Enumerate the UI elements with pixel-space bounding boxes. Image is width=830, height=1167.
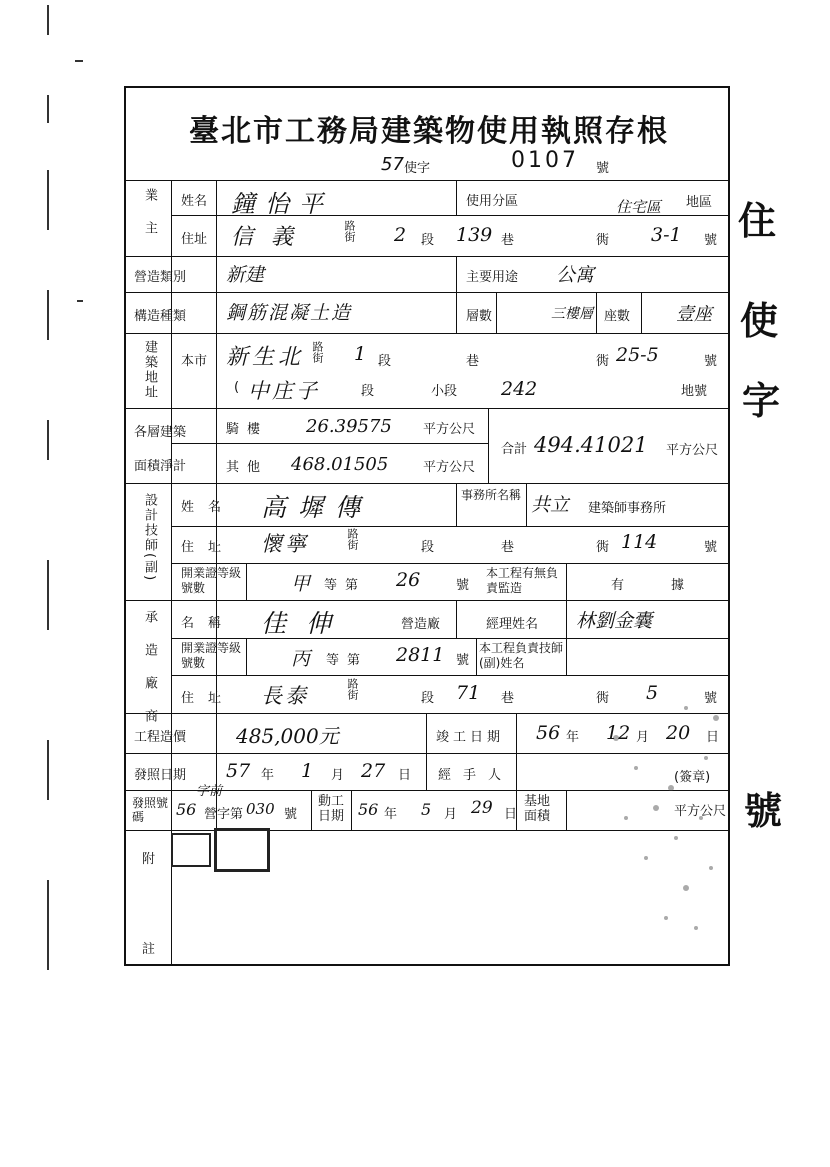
issue-month: 1: [301, 760, 314, 782]
completion-label: 竣工日期: [436, 730, 505, 745]
site-no-label: 號: [704, 354, 718, 369]
contractor-section-label: 承造廠商: [142, 610, 157, 742]
base-area-label: 基地面積: [524, 794, 551, 824]
contractor-addr-no: 5: [646, 682, 659, 704]
issue-m: 月: [331, 768, 345, 783]
margin-mark: [47, 290, 49, 340]
owner-addr-section: 2: [394, 224, 407, 246]
margin-mark: [47, 170, 49, 230]
architect-addr-road-label: 路街: [346, 528, 359, 550]
manager-label: 經理姓名: [486, 617, 539, 632]
contractor-addr-alley-label: 衖: [596, 691, 610, 706]
site-road: 新生北: [226, 345, 305, 370]
arcade-label: 騎樓: [226, 422, 269, 437]
site-alley-label: 衖: [596, 354, 610, 369]
site-land-section-label: 段: [361, 384, 375, 399]
architect-office-label: 事務所名稱: [461, 488, 522, 502]
architect-name-label: 姓名: [181, 500, 236, 515]
remarks-top: 附: [142, 852, 156, 867]
contractor-name-suffix: 營造廠: [401, 617, 441, 632]
sign-label: (簽章): [674, 770, 711, 785]
owner-addr-no: 3-1: [651, 224, 682, 246]
margin-mark: [47, 880, 49, 970]
start-d: 日: [504, 807, 518, 822]
form-title: 臺北市工務局建築物使用執照存根: [189, 114, 669, 149]
buildings-label: 座數: [604, 309, 631, 324]
contractor-license-label: 開業證等級號數: [181, 641, 242, 670]
site-label: 建築地址: [142, 340, 157, 400]
site-land-section: 中庄子: [248, 379, 320, 403]
base-area-unit: 平方公尺: [674, 804, 727, 819]
permit-ref-prefix: 營字第: [204, 807, 244, 822]
margin-char: 號: [744, 788, 783, 833]
owner-addr-lane: 139: [456, 224, 493, 246]
completion-day: 20: [666, 722, 691, 744]
issue-d: 日: [398, 768, 412, 783]
margin-char: 字: [742, 378, 781, 423]
site-land-no: 242: [501, 378, 538, 400]
site-land-open: (: [234, 380, 240, 395]
margin-mark: [47, 560, 49, 630]
owner-name-label: 姓名: [181, 194, 208, 209]
architect-license-text: 等第: [324, 578, 367, 593]
floors-value: 三樓層: [551, 306, 593, 322]
contractor-license-text: 等第: [326, 653, 369, 668]
permit-ref-no: 030: [246, 800, 275, 818]
architect-license-grade: 甲: [291, 573, 311, 595]
start-month: 5: [421, 800, 432, 819]
margin-mark: [75, 60, 83, 62]
owner-addr-section-label: 段: [421, 233, 435, 248]
permit-ref-suffix: 號: [284, 807, 298, 822]
cost-label: 工程造價: [134, 730, 187, 745]
architect-office-suffix: 建築師事務所: [588, 501, 667, 516]
site-city: 本市: [181, 354, 208, 369]
cost-value: 485,000元: [236, 724, 339, 748]
site-land-no-label: 地號: [681, 384, 708, 399]
owner-section-label: 業主: [142, 188, 157, 254]
start-day: 29: [471, 798, 493, 818]
area-label-bottom: 面積淨計: [134, 459, 187, 474]
architect-addr-no-label: 號: [704, 540, 718, 555]
contractor-addr-lane-label: 巷: [501, 691, 515, 706]
owner-addr-alley-label: 衖: [596, 233, 610, 248]
owner-addr-road: 信義: [231, 225, 312, 250]
issue-label: 發照日期: [134, 768, 187, 783]
manager-value: 林劉金囊: [576, 610, 653, 632]
architect-addr-road: 懷寧: [261, 532, 309, 556]
contractor-license-grade: 丙: [291, 648, 311, 670]
owner-addr-road-label: 路街: [343, 220, 356, 242]
margin-mark: [77, 300, 83, 302]
contractor-license-suffix: 號: [456, 653, 470, 668]
zone-suffix: 地區: [686, 195, 713, 210]
architect-name-value: 高墀傳: [261, 493, 373, 522]
site-section-label: 段: [378, 354, 392, 369]
contractor-addr-road: 長泰: [261, 684, 309, 708]
completion-m: 月: [636, 730, 650, 745]
architect-address-label: 住址: [181, 540, 236, 555]
stamp: [171, 833, 211, 867]
owner-address-label: 住址: [181, 232, 208, 247]
architect-addr-alley-label: 衖: [596, 540, 610, 555]
total-label: 合計: [501, 442, 528, 457]
permit-prefix: 使字: [404, 161, 431, 176]
other-label: 其他: [226, 460, 269, 475]
supervise-label: 本工程有無負責監造: [486, 566, 559, 595]
area-label-top: 各層建築: [134, 425, 187, 440]
floors-label: 層數: [466, 309, 493, 324]
total-value: 494.41021: [534, 433, 648, 457]
contractor-addr-road-label: 路街: [346, 678, 359, 700]
architect-license-no: 26: [396, 569, 421, 591]
architect-addr-section-label: 段: [421, 540, 435, 555]
architect-section-label: 設計技師(副): [142, 493, 157, 583]
margin-char: 使: [740, 298, 779, 343]
margin-mark: [47, 740, 49, 800]
owner-addr-lane-label: 巷: [501, 233, 515, 248]
arcade-value: 26.39575: [306, 416, 392, 437]
arcade-unit: 平方公尺: [423, 422, 476, 437]
permit-ref-handwritten-top: 字前: [196, 784, 223, 799]
buildings-value: 壹座: [676, 304, 712, 325]
contractor-name-label: 名稱: [181, 616, 236, 631]
site-no: 25-5: [616, 344, 659, 366]
site-lane-label: 巷: [466, 354, 480, 369]
permit-ref-year: 56: [176, 800, 197, 819]
other-unit: 平方公尺: [423, 460, 476, 475]
contractor-address-label: 住址: [181, 691, 236, 706]
permit-suffix: 號: [596, 161, 610, 176]
engineer-label: 本工程負責技師(副)姓名: [479, 641, 564, 670]
start-year: 56: [358, 800, 379, 819]
main-use-value: 公寓: [556, 264, 595, 286]
permit-year: 57: [381, 154, 404, 175]
start-label: 動工日期: [318, 794, 345, 824]
completion-month: 12: [606, 722, 631, 744]
main-use-label: 主要用途: [466, 270, 519, 285]
contractor-addr-section-label: 段: [421, 691, 435, 706]
site-section: 1: [354, 343, 367, 365]
contractor-addr-no-label: 號: [704, 691, 718, 706]
architect-license-suffix: 號: [456, 578, 470, 593]
zone-label: 使用分區: [466, 194, 519, 209]
permit-form: [124, 86, 730, 966]
issue-year: 57: [226, 760, 251, 782]
permit-number: 0107: [511, 148, 579, 173]
site-road-label: 路街: [311, 341, 324, 363]
issue-y: 年: [261, 768, 275, 783]
completion-d: 日: [706, 730, 720, 745]
margin-char: 住: [738, 198, 777, 243]
total-unit: 平方公尺: [666, 443, 719, 458]
completion-y: 年: [566, 730, 580, 745]
site-small-section-label: 小段: [431, 384, 458, 399]
supervise-extra: 據: [671, 578, 685, 593]
structure-label: 構造種類: [134, 309, 187, 324]
architect-addr-lane-label: 巷: [501, 540, 515, 555]
issue-day: 27: [361, 760, 386, 782]
zone-value: 住宅區: [616, 198, 662, 216]
contractor-license-no: 2811: [396, 644, 445, 666]
owner-addr-no-label: 號: [704, 233, 718, 248]
completion-year: 56: [536, 722, 561, 744]
margin-mark: [47, 95, 49, 123]
start-m: 月: [444, 807, 458, 822]
architect-license-label: 開業證等級號數: [181, 566, 242, 595]
other-value: 468.01505: [291, 454, 389, 475]
margin-mark: [47, 5, 49, 35]
stamp: [214, 828, 270, 872]
supervise-value: 有: [611, 578, 625, 593]
handler-label: 經手人: [438, 768, 514, 783]
contractor-addr-lane: 71: [456, 682, 481, 704]
construction-type-value: 新建: [226, 264, 265, 286]
construction-type-label: 營造類別: [134, 270, 187, 285]
architect-office-value: 共立: [531, 494, 570, 516]
architect-addr-no: 114: [621, 531, 658, 553]
remarks-bottom: 註: [142, 942, 156, 957]
contractor-name-value: 佳伸: [261, 609, 352, 638]
permit-ref-label: 發照號碼: [132, 796, 169, 824]
margin-mark: [47, 420, 49, 460]
seal-smudge: [516, 618, 726, 958]
start-y: 年: [384, 807, 398, 822]
structure-value: 鋼筋混凝土造: [226, 302, 353, 324]
owner-name-value: 鐘怡平: [231, 190, 333, 218]
